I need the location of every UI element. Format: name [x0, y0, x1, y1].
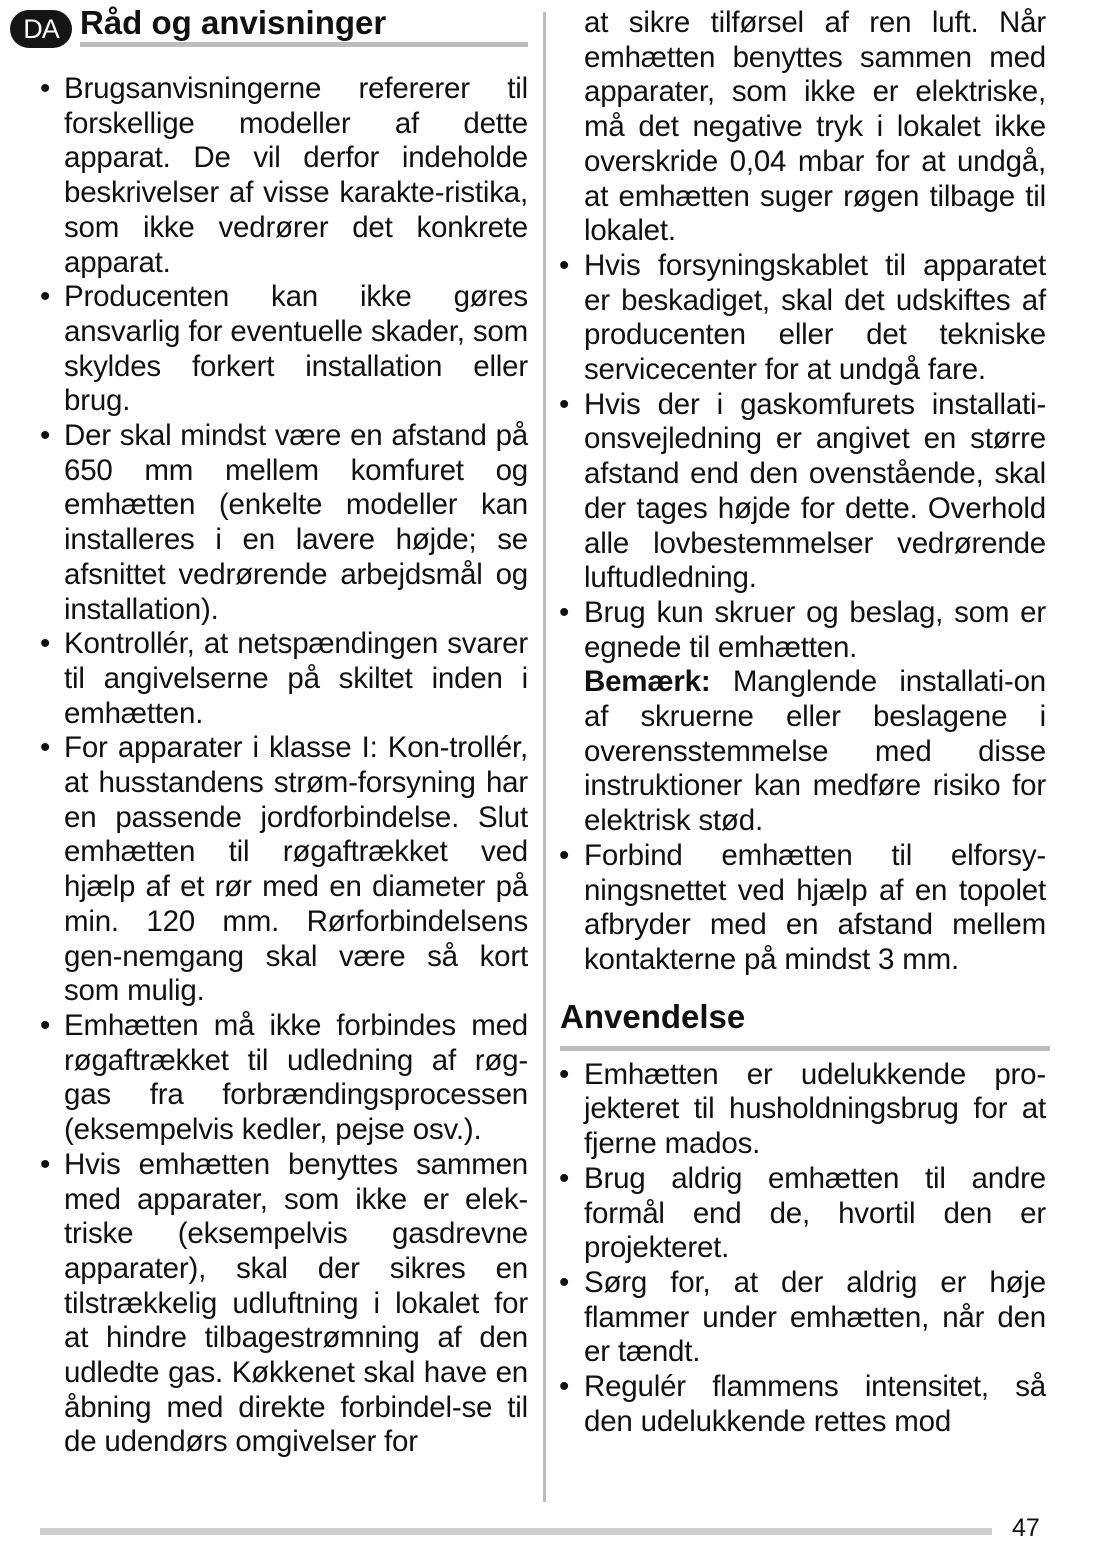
list-item: • Brugsanvisningerne refererer til forskellige modeller af dette apparat. De vil derfor indeholde beskrivelser af visse karakte-ristika, som ikke vedrører det konkrete apparat. — [0, 72, 528, 280]
continued-paragraph: at sikre tilførsel af ren luft. Når emhætten benyttes sammen med apparater, som ikke er elektriske, må det negative tryk i lokalet ikke overskride 0,04 mbar for at undgå, at emhætten suger røgen tilbage til lokalet. — [584, 6, 1046, 248]
list-item: • Forbind emhætten til elforsy-ningsnettet ved hjælp af en topolet afbryder med en afstand mellem kontakterne på mindst 3 mm. — [556, 839, 1046, 978]
list-item: • Kontrollér, at netspændingen svarer til angivelserne på skiltet inden i emhætten. — [0, 627, 528, 731]
right-column — [556, 0, 1056, 1439]
note — [584, 665, 1046, 839]
language-badge: DA — [10, 10, 72, 48]
advice-list-continued — [556, 249, 1056, 978]
list-item: • Sørg for, at der aldrig er høje flammer under emhætten, når den er tændt. — [556, 1266, 1046, 1370]
usage-list — [556, 1058, 1056, 1440]
footer-rule — [40, 1528, 992, 1535]
title-underline — [80, 42, 528, 47]
section-title: Anvendelse — [560, 997, 746, 1035]
section-header — [0, 0, 540, 58]
note-text: Manglende installati-on af skruerne eller beslagene i overensstemmelse med disse instruktioner kan medføre risiko for elektrisk stød. — [584, 665, 1046, 838]
list-item: • Regulér flammens intensitet, så den udelukkende rettes mod — [556, 1370, 1046, 1439]
list-item: • Hvis emhætten benyttes sammen med apparater, som ikke er elek-triske (eksempelvis gasdrevne apparater), skal der sikres en tilstrækkelig udluftning i lokalet for at hindre tilbagestrømning af den udledte gas. Køkkenet skal have en åbning med direkte forbindel-se til de udendørs omgivelser for — [0, 1148, 528, 1460]
section-title: Råd og anvisninger — [80, 4, 387, 41]
list-item: • For apparater i klasse I: Kon-trollér, at husstandens strøm-forsyning har en passende jordforbindelse. Slut emhætten til røgaftrækket ved hjælp af et rør med en diameter på min. 120 mm. Rørforbindelsens gen-nemgang skal være så kort som mulig. — [0, 731, 528, 1009]
title-underline — [560, 1046, 1050, 1051]
advice-list — [0, 72, 540, 1460]
list-item: • Emhætten er udelukkende pro-jekteret til husholdningsbrug for at fjerne mados. — [556, 1058, 1046, 1162]
list-item: • Der skal mindst være en afstand på 650 mm mellem komfuret og emhætten (enkelte modeller kan installeres i en lavere højde; se afsnittet vedrørende arbejdsmål og installation). — [0, 419, 528, 627]
note-label: Bemærk: — [584, 665, 711, 699]
column-divider — [543, 12, 546, 1502]
list-item — [556, 596, 1046, 839]
anvendelse-header — [556, 998, 1056, 1058]
list-item: • Hvis der i gaskomfurets installati-onsvejledning er angivet en større afstand end den ovenstående, skal der tages højde for dette. Overhold alle lovbestemmelser vedrørende luftudledning. — [556, 388, 1046, 596]
list-item: • Hvis forsyningskablet til apparatet er beskadiget, skal det udskiftes af producenten eller det tekniske servicecenter for at undgå fare. — [556, 249, 1046, 388]
list-item: • Emhætten må ikke forbindes med røgaftrækket til udledning af røg-gas fra forbrændingsprocessen (eksempelvis kedler, pejse osv.). — [0, 1009, 528, 1148]
page-number: 47 — [1012, 1514, 1040, 1542]
list-item: • Brug aldrig emhætten til andre formål end de, hvortil den er projekteret. — [556, 1162, 1046, 1266]
left-column — [0, 0, 540, 1460]
list-item-text: Brug kun skruer og beslag, som er egnede til emhætten. — [584, 595, 1046, 664]
list-item: • Producenten kan ikke gøres ansvarlig for eventuelle skader, som skyldes forkert installation eller brug. — [0, 280, 528, 419]
